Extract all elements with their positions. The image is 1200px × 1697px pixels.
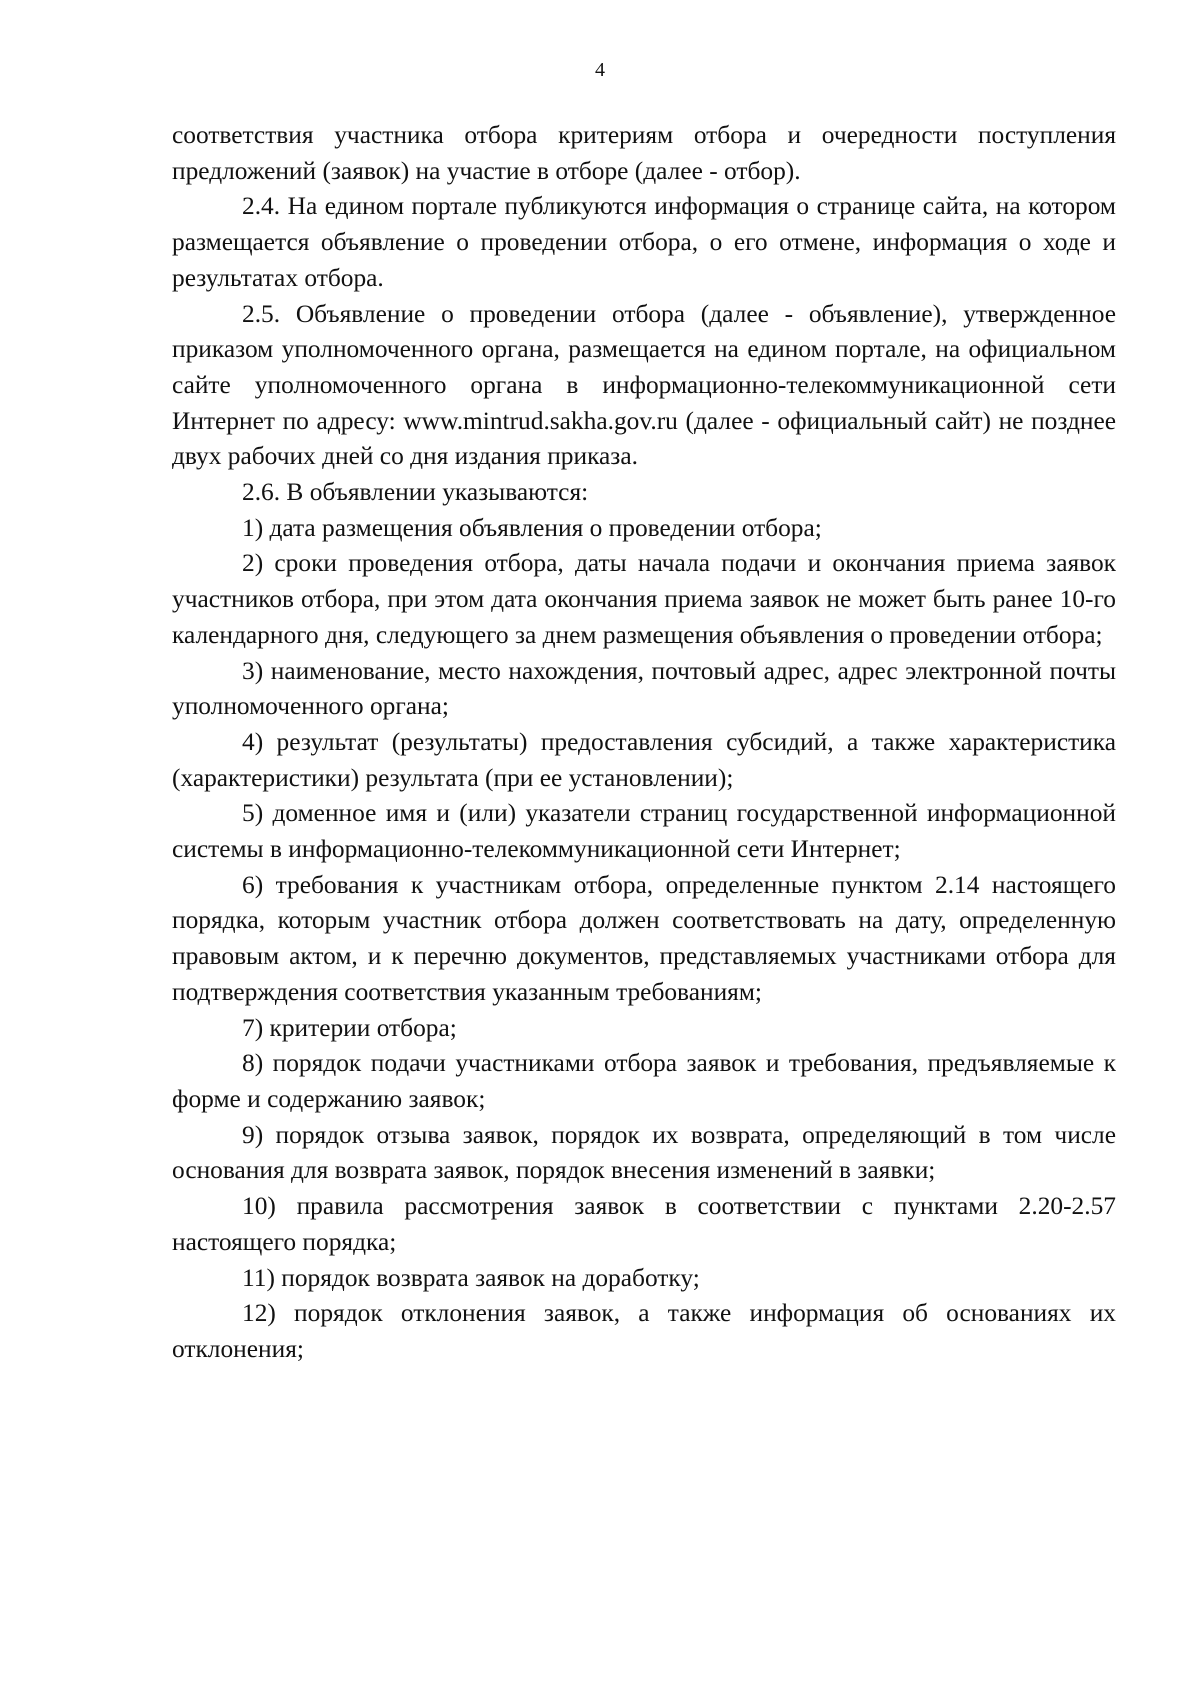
paragraph-2-4: 2.4. На едином портале публикуются информация о странице сайта, на котором размещается объявление о проведении отбора, о его отмене, информация о ходе и результатах отбора. <box>172 192 1116 292</box>
list-item-9: 9) порядок отзыва заявок, порядок их возврата, определяющий в том числе основания для возврата заявок, порядок внесения изменений в заявки; <box>172 1120 1116 1185</box>
paragraph-2-6: 2.6. В объявлении указываются: <box>242 478 589 507</box>
page-number: 4 <box>595 59 605 81</box>
paragraph-continuation: соответствия участника отбора критериям отбора и очередности поступления предложений (заявок) на участие в отборе (далее - отбор). <box>172 121 1116 185</box>
list-item-7: 7) критерии отбора; <box>242 1013 457 1042</box>
document-body <box>172 118 1116 1368</box>
list-item-4: 4) результат (результаты) предоставления субсидий, а также характеристика (характеристики) результата (при ее установлении); <box>172 727 1116 792</box>
list-item-11: 11) порядок возврата заявок на доработку; <box>242 1263 700 1292</box>
list-item-5: 5) доменное имя и (или) указатели страниц государственной информационной системы в информационно-телекоммуникационной сети Интернет; <box>172 799 1116 864</box>
list-item-8: 8) порядок подачи участниками отбора заявок и требования, предъявляемые к форме и содержанию заявок; <box>172 1049 1116 1113</box>
list-item-2: 2) сроки проведения отбора, даты начала подачи и окончания приема заявок участников отбора, при этом дата окончания приема заявок не может быть ранее 10-го календарного дня, следующего за днем размещения объявления о проведении отбора; <box>172 549 1116 649</box>
list-item-12: 12) порядок отклонения заявок, а также информация об основаниях их отклонения; <box>172 1299 1116 1363</box>
list-item-3: 3) наименование, место нахождения, почтовый адрес, адрес электронной почты уполномоченного органа; <box>172 656 1116 721</box>
list-item-6: 6) требования к участникам отбора, определенные пунктом 2.14 настоящего порядка, которым участник отбора должен соответствовать на дату, определенную правовым актом, и к перечню документов, представляемых участниками отбора для подтверждения соответствия указанным требованиям; <box>172 870 1116 1006</box>
list-item-1: 1) дата размещения объявления о проведении отбора; <box>242 513 822 542</box>
list-item-10: 10) правила рассмотрения заявок в соответствии с пунктами 2.20-2.57 настоящего порядка; <box>172 1192 1116 1256</box>
paragraph-2-5: 2.5. Объявление о проведении отбора (далее - объявление), утвержденное приказом уполномоченного органа, размещается на едином портале, на официальном сайте уполномоченного органа в информационно-телекоммуникационной сети Интернет по адресу: www.mintrud.sakha.gov.ru (далее - официальный сайт) не позднее двух рабочих дней со дня издания приказа. <box>172 299 1116 471</box>
